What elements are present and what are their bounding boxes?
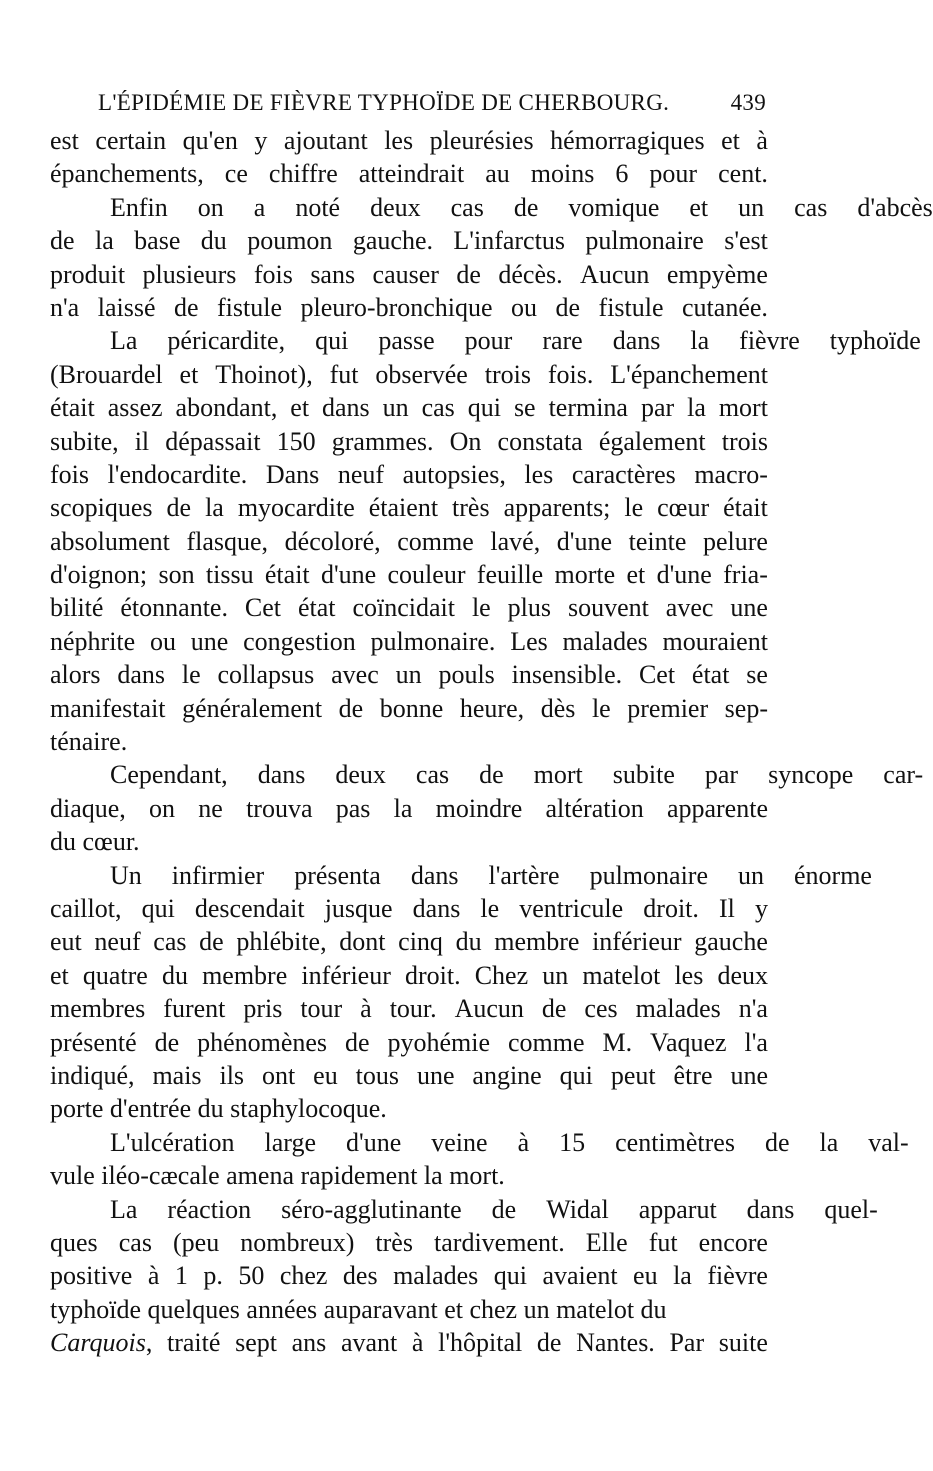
body-text xyxy=(50,124,933,1359)
text-line: produit plusieurs fois sans causer de décès. Aucun empyème xyxy=(50,259,768,289)
text-line: n'a laissé de fistule pleuro-bronchique ou de fistule cutanée. xyxy=(50,292,768,322)
text-line: néphrite ou une congestion pulmonaire. Les malades mouraient xyxy=(50,626,768,656)
text-line: d'oignon; son tissu était d'une couleur feuille morte et d'une fria- xyxy=(50,560,768,590)
text-line: du cœur. xyxy=(50,827,140,857)
paragraph xyxy=(50,191,933,325)
paragraph xyxy=(50,124,768,191)
text-line: Cependant, dans deux cas de mort subite par syncope car- xyxy=(110,760,924,790)
text-line: diaque, on ne trouva pas la moindre altération apparente xyxy=(50,793,768,823)
paragraph xyxy=(50,324,921,758)
text-line: alors dans le collapsus avec un pouls insensible. Cet état se xyxy=(50,660,768,690)
text-line: Enfin on a noté deux cas de vomique et un cas d'abcès xyxy=(110,192,933,222)
text-line: est certain qu'en y ajoutant les pleurésies hémorragiques et à xyxy=(50,126,768,155)
text-line: de la base du poumon gauche. L'infarctus pulmonaire s'est xyxy=(50,226,768,256)
text-line: La réaction séro-agglutinante de Widal apparut dans quel- xyxy=(110,1194,878,1224)
text-line: ténaire. xyxy=(50,727,128,757)
text-line: eut neuf cas de phlébite, dont cinq du membre inférieur gauche xyxy=(50,927,768,957)
text-line: La péricardite, qui passe pour rare dans la fièvre typhoïde xyxy=(110,326,921,356)
text-line: Un infirmier présenta dans l'artère pulmonaire un énorme xyxy=(110,860,872,890)
text-line: porte d'entrée du staphylocoque. xyxy=(50,1094,387,1124)
page-number: 439 xyxy=(730,90,766,115)
text-line: épanchements, ce chiffre atteindrait au moins 6 pour cent. xyxy=(50,159,768,189)
text-line: était assez abondant, et dans un cas qui se termina par la mort xyxy=(50,393,768,423)
running-title: L'ÉPIDÉMIE DE FIÈVRE TYPHOÏDE DE CHERBOURG. xyxy=(98,90,670,115)
ship-name: Carquois xyxy=(50,1328,146,1358)
text-line: vule iléo-cæcale amena rapidement la mort. xyxy=(50,1161,505,1191)
text-line: absolument flasque, décoloré, comme lavé, d'une teinte pelure xyxy=(50,526,768,556)
text-line: manifestait généralement de bonne heure, dès le premier sep- xyxy=(50,693,768,723)
paragraph xyxy=(50,1126,909,1193)
text-line: présenté de phénomènes de pyohémie comme M. Vaquez l'a xyxy=(50,1027,768,1057)
text-line: (Brouardel et Thoinot), fut observée trois fois. L'épanchement xyxy=(50,359,768,389)
text-line: membres furent pris tour à tour. Aucun de ces malades n'a xyxy=(50,994,768,1024)
text-line: ques cas (peu nombreux) très tardivement. Elle fut encore xyxy=(50,1227,768,1257)
text-line: caillot, qui descendait jusque dans le ventricule droit. Il y xyxy=(50,893,768,923)
paragraph xyxy=(50,1193,878,1327)
text-line: indiqué, mais ils ont eu tous une angine qui peut être une xyxy=(50,1060,768,1090)
text-line: et quatre du membre inférieur droit. Chez un matelot les deux xyxy=(50,960,768,990)
text-line: typhoïde quelques années auparavant et chez un matelot du xyxy=(50,1294,667,1324)
text-line: fois l'endocardite. Dans neuf autopsies, les caractères macro- xyxy=(50,459,768,489)
text-line: scopiques de la myocardite étaient très apparents; le cœur était xyxy=(50,493,768,523)
text-line: positive à 1 p. 50 chez des malades qui avaient eu la fièvre xyxy=(50,1261,768,1291)
running-header xyxy=(98,84,766,124)
text-line: subite, il dépassait 150 grammes. On constata également trois xyxy=(50,426,768,456)
text-line: bilité étonnante. Cet état coïncidait le plus souvent avec une xyxy=(50,593,768,623)
text-line: L'ulcération large d'une veine à 15 centimètres de la val- xyxy=(110,1127,909,1157)
paragraph xyxy=(50,859,872,1126)
paragraph xyxy=(50,758,924,858)
text-line: Carquois, traité sept ans avant à l'hôpital de Nantes. Par suite xyxy=(50,1328,768,1358)
